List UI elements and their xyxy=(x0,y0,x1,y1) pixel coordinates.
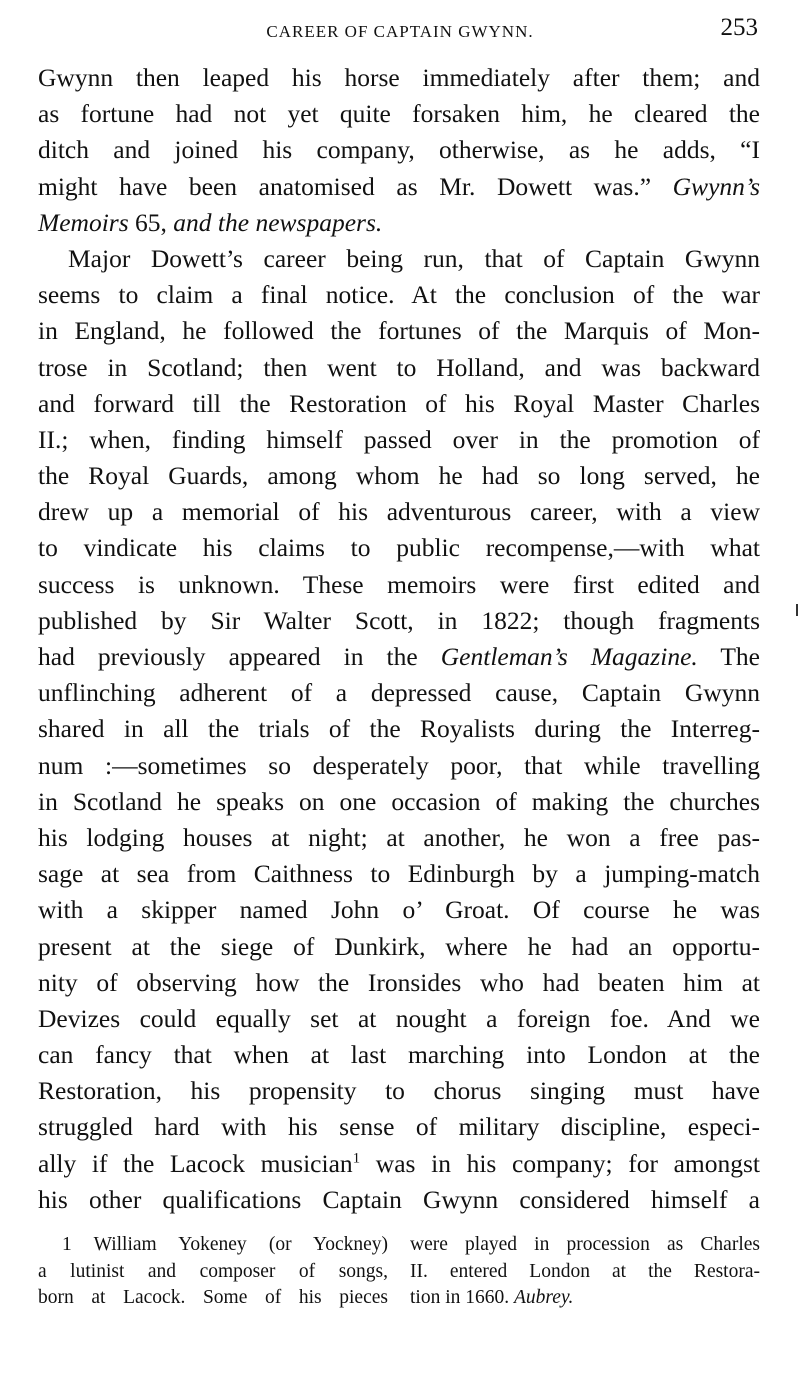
text-line: in England, he followed the fortunes of the Marquis of Mon- xyxy=(38,316,760,346)
text-line: Gwynn then leaped his horse immediately after them; and xyxy=(38,63,760,92)
text-line: published by Sir Walter Scott, in 1822; though fragments xyxy=(38,605,760,635)
text-line: num :—sometimes so desperately poor, that while travelling xyxy=(38,750,760,780)
text-line: his lodging houses at night; at another, he won a free pas- xyxy=(38,822,760,852)
text-line: to vindicate his claims to public recompense,—with what xyxy=(38,533,760,563)
text-line: present at the siege of Dunkirk, where he had an opportu- xyxy=(38,931,760,961)
footnote-line: 1 William Yokeney (or Yockney) xyxy=(62,1234,388,1255)
text-line: shared in all the trials of the Royalists during the Interreg- xyxy=(38,714,760,744)
text-segment: 65, xyxy=(128,207,174,237)
text-line: unflinching adherent of a depressed cause, Captain Gwynn xyxy=(38,678,760,708)
italic-citation: Gwynn’s xyxy=(672,171,761,201)
footnote-column-left xyxy=(38,1232,388,1312)
text-line: success is unknown. These memoirs were first edited and xyxy=(38,569,760,599)
text-line xyxy=(38,639,760,675)
text-line xyxy=(38,169,760,205)
footnote-line xyxy=(410,1285,760,1312)
text-line xyxy=(38,205,760,241)
text-segment: might have been anatomised as Mr. Dowett was.” xyxy=(38,171,652,201)
text-line: Restoration, his propensity to chorus singing must have xyxy=(38,1076,760,1106)
text-line: can fancy that when at last marching into London at the xyxy=(38,1040,760,1070)
footnote-line: II. entered London at the Restora- xyxy=(410,1260,760,1282)
text-line: Major Dowett’s career being run, that of Captain Gwynn xyxy=(68,243,760,273)
running-title: CAREER OF CAPTAIN GWYNN. xyxy=(266,22,534,41)
text-segment: tion in 1660. xyxy=(410,1287,510,1308)
footnote-line: born at Lacock. Some of his pieces xyxy=(38,1287,388,1308)
text-line: sage at sea from Caithness to Edinburgh by a jumping-match xyxy=(38,859,760,889)
text-line: as fortune had not yet quite forsaken him, he cleared the xyxy=(38,99,760,129)
footnote-line: a lutinist and composer of songs, xyxy=(38,1260,388,1282)
text-segment: The xyxy=(697,642,761,671)
italic-citation: Gentleman’s Magazine. xyxy=(440,642,698,671)
footnotes xyxy=(38,1232,760,1312)
text-line: II.; when, finding himself passed over in the promotion of xyxy=(38,424,760,454)
page-number: 253 xyxy=(720,14,758,41)
text-line: ditch and joined his company, otherwise, as he adds, “I xyxy=(38,135,760,165)
text-line: nity of observing how the Ironsides who had beaten him at xyxy=(38,967,760,997)
text-line: Devizes could equally set at nought a foreign foe. And we xyxy=(38,1003,760,1033)
text-segment: was in his company; for amongst xyxy=(360,1148,760,1178)
text-line: his other qualifications Captain Gwynn considered himself a xyxy=(38,1184,760,1214)
footnote-column-right xyxy=(410,1232,760,1312)
scan-edge-mark xyxy=(796,604,798,616)
italic-citation: Aubrey. xyxy=(514,1287,574,1308)
text-line: struggled hard with his sense of military discipline, especi- xyxy=(38,1112,760,1142)
text-line: seems to claim a final notice. At the conclusion of the war xyxy=(38,280,760,310)
body-text xyxy=(38,60,760,1218)
footnote-line: were played in procession as Charles xyxy=(410,1234,760,1255)
text-line: trose in Scotland; then went to Holland, and was backward xyxy=(38,352,760,382)
text-line: the Royal Guards, among whom he had so long served, he xyxy=(38,461,760,491)
italic-citation: and the newspapers. xyxy=(173,207,383,237)
footnote-marker: 1 xyxy=(352,1150,361,1167)
text-segment: had previously appeared in the xyxy=(38,642,418,671)
text-line: drew up a memorial of his adventurous career, with a view xyxy=(38,497,760,527)
text-segment: ally if the Lacock musician xyxy=(38,1148,353,1178)
text-line: with a skipper named John o’ Groat. Of course he was xyxy=(38,895,760,925)
text-line: in Scotland he speaks on one occasion of making the churches xyxy=(38,786,760,816)
text-line: and forward till the Restoration of his Royal Master Charles xyxy=(38,388,760,418)
page-header xyxy=(38,12,762,48)
italic-citation: Memoirs xyxy=(38,207,129,237)
text-line xyxy=(38,1146,760,1182)
